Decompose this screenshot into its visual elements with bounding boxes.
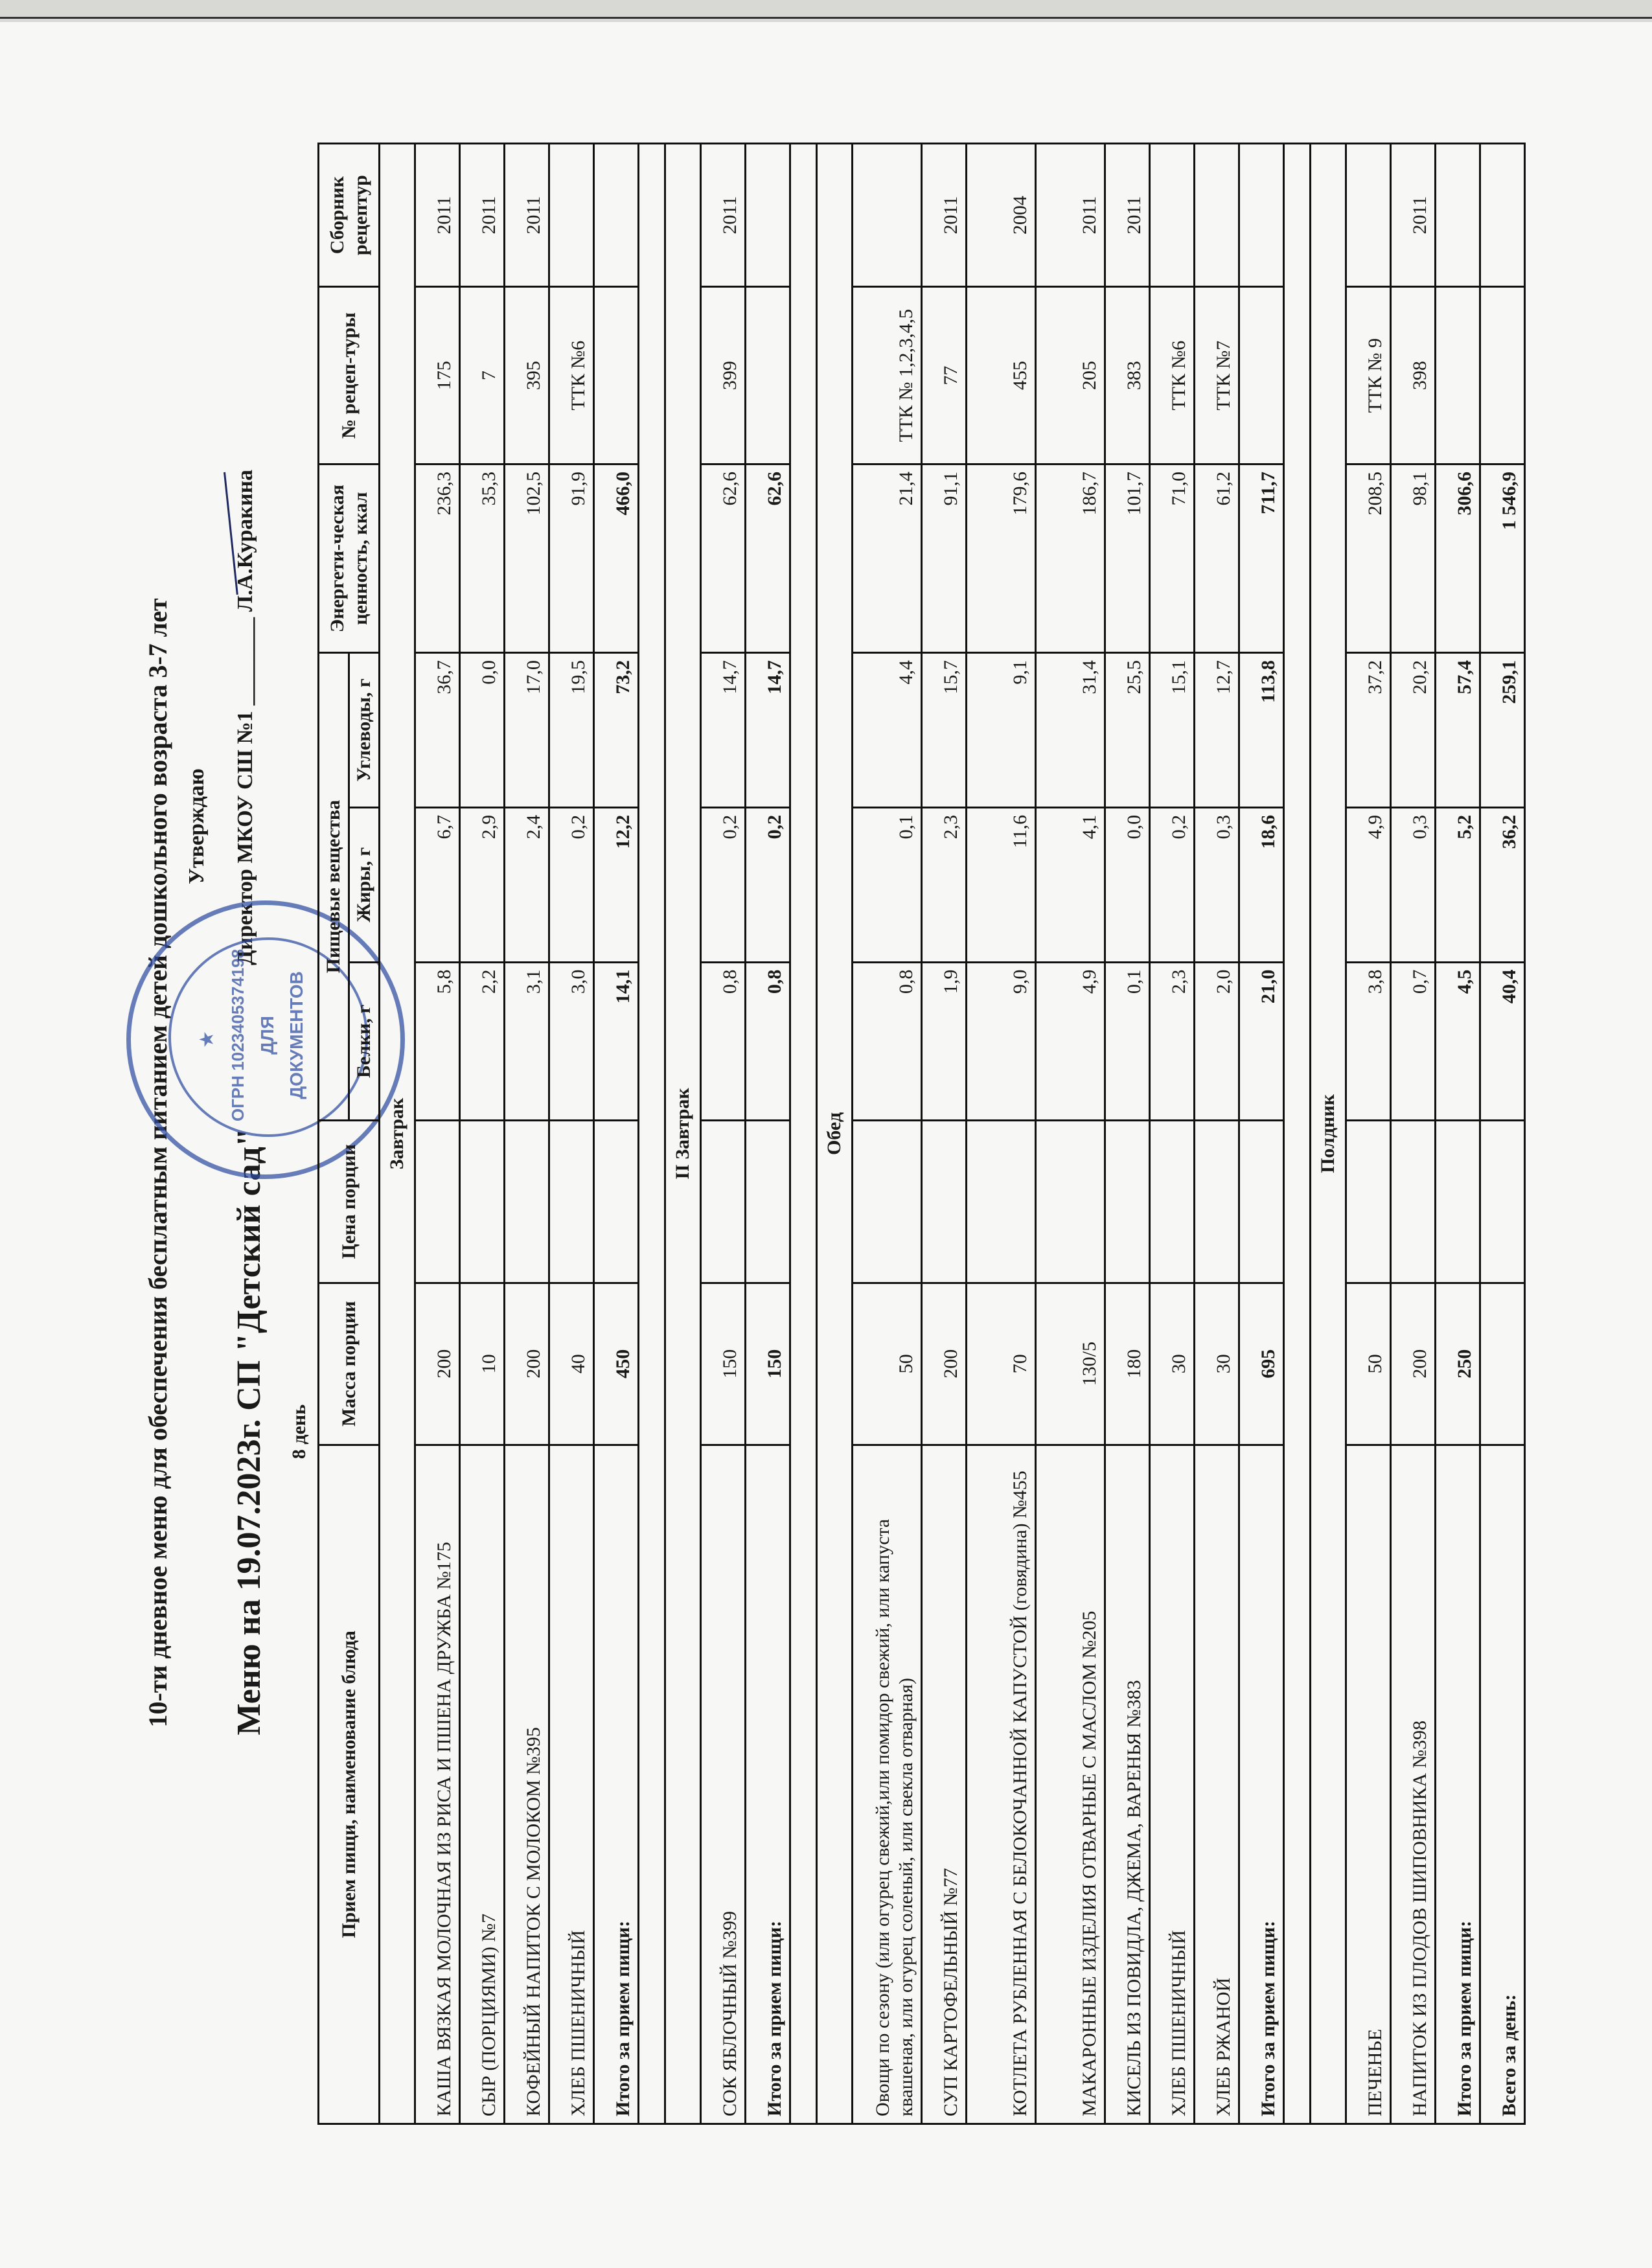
total-energy: 711,7 (1239, 464, 1284, 652)
cell-price (922, 1121, 967, 1283)
cell-price (701, 1121, 746, 1283)
cell-protein: 0,8 (853, 962, 922, 1121)
cell-collection (1150, 144, 1195, 287)
meal-total-row (1436, 144, 1480, 2124)
cell-name: КОТЛЕТА РУБЛЕННАЯ С БЕЛОКОЧАННОЙ КАПУСТОЙ (говядина) №455 (967, 1445, 1036, 2124)
cell-fat: 0,3 (1195, 807, 1239, 962)
total-price (1239, 1121, 1284, 1283)
total-protein: 0,8 (746, 962, 790, 1121)
cell-protein: 5,8 (415, 962, 460, 1121)
cell-price (460, 1121, 505, 1283)
cell-price (853, 1121, 922, 1283)
cell-protein: 4,9 (1036, 962, 1105, 1121)
grand-energy: 1 546,9 (1480, 464, 1525, 652)
cell-fat: 0,2 (1150, 807, 1195, 962)
cell-fat: 0,1 (853, 807, 922, 962)
cell-energy: 236,3 (415, 464, 460, 652)
cell-protein: 3,8 (1346, 962, 1391, 1121)
cell-name: СУП КАРТОФЕЛЬНЫЙ №77 (922, 1445, 967, 2124)
cell-carbs: 4,4 (853, 653, 922, 808)
table-row (1036, 144, 1105, 2124)
cell-mass: 200 (1391, 1283, 1436, 1445)
cell-name: КОФЕЙНЫЙ НАПИТОК С МОЛОКОМ №395 (505, 1445, 549, 2124)
cell-collection: 2011 (1036, 144, 1105, 287)
cell-protein: 2,2 (460, 962, 505, 1121)
cell-energy: 186,7 (1036, 464, 1105, 652)
col-energy-header: Энергети-ческая ценность, ккал (319, 464, 380, 652)
cell-mass: 130/5 (1036, 1283, 1105, 1445)
cell-protein: 0,8 (701, 962, 746, 1121)
director-line: Директор МКОУ СШ №1 ________ Л.А.Куракина (233, 469, 257, 965)
spacer-cell (1284, 144, 1311, 2124)
total-collection (594, 144, 639, 287)
cell-name: Овощи по сезону (или огурец свежий,или помидор свежий, или капуста квашеная, или огурец соленый, или свекла отварная) (853, 1445, 922, 2124)
cell-carbs: 17,0 (505, 653, 549, 808)
total-price (1436, 1121, 1480, 1283)
cell-recipe: ТТК №6 (1150, 287, 1195, 464)
total-energy: 306,6 (1436, 464, 1480, 652)
total-price (594, 1121, 639, 1283)
meal-title: Завтрак (380, 144, 415, 2124)
cell-protein: 3,1 (505, 962, 549, 1121)
meal-section-row (1311, 144, 1346, 2124)
approval-label: Утверждаю (185, 768, 209, 884)
cell-recipe: ТТК № 1,2,3,4,5 (853, 287, 922, 464)
grand-total-row (1480, 144, 1525, 2124)
total-energy: 62,6 (746, 464, 790, 652)
cell-energy: 91,9 (549, 464, 594, 652)
cell-mass: 10 (460, 1283, 505, 1445)
meal-total-row (1239, 144, 1284, 2124)
table-row (1391, 144, 1436, 2124)
total-carbs: 73,2 (594, 653, 639, 808)
cell-price (505, 1121, 549, 1283)
cell-price (1346, 1121, 1391, 1283)
grand-collection (1480, 144, 1525, 287)
cell-carbs: 20,2 (1391, 653, 1436, 808)
rotated-page (123, 6, 1652, 2144)
total-recipe (594, 287, 639, 464)
table-header (319, 144, 380, 2124)
col-nutrients-header: Пищевые вещества (319, 653, 349, 1121)
table-body (380, 144, 1525, 2124)
cell-energy: 71,0 (1150, 464, 1195, 652)
cell-name: ПЕЧЕНЬЕ (1346, 1445, 1391, 2124)
cell-mass: 40 (549, 1283, 594, 1445)
cell-recipe: ТТК №6 (549, 287, 594, 464)
cell-collection: 2011 (701, 144, 746, 287)
total-recipe (1239, 287, 1284, 464)
cell-energy: 101,7 (1105, 464, 1150, 652)
spacer-row (790, 144, 817, 2124)
grand-fat: 36,2 (1480, 807, 1525, 962)
document-title: 10-ти дневное меню для обеспечения бесплатным питанием детей дошкольного возраста 3-7 лет (143, 598, 172, 1728)
cell-price (1036, 1121, 1105, 1283)
cell-collection (549, 144, 594, 287)
cell-energy: 91,1 (922, 464, 967, 652)
cell-collection: 2004 (967, 144, 1036, 287)
cell-fat: 0,2 (549, 807, 594, 962)
col-mass-header: Масса порции (319, 1283, 380, 1445)
total-energy: 466,0 (594, 464, 639, 652)
cell-carbs: 0,0 (460, 653, 505, 808)
total-collection (1436, 144, 1480, 287)
cell-name: ХЛЕБ ПШЕНИЧНЫЙ (1150, 1445, 1195, 2124)
cell-carbs: 9,1 (967, 653, 1036, 808)
total-name: Итого за прием пищи: (746, 1445, 790, 2124)
col-protein-header: Белки, г (349, 962, 380, 1121)
meal-title: Обед (817, 144, 853, 2124)
cell-energy: 102,5 (505, 464, 549, 652)
cell-recipe: 399 (701, 287, 746, 464)
grand-recipe (1480, 287, 1525, 464)
cell-name: МАКАРОННЫЕ ИЗДЕЛИЯ ОТВАРНЫЕ С МАСЛОМ №205 (1036, 1445, 1105, 2124)
spacer-row (639, 144, 665, 2124)
meal-section-row (817, 144, 853, 2124)
table-row (967, 144, 1036, 2124)
cell-mass: 30 (1150, 1283, 1195, 1445)
table-row (1195, 144, 1239, 2124)
total-name: Итого за прием пищи: (594, 1445, 639, 2124)
cell-fat: 2,3 (922, 807, 967, 962)
total-recipe (1436, 287, 1480, 464)
col-price-header: Цена порции (319, 1121, 380, 1283)
table-row (549, 144, 594, 2124)
table-row (1346, 144, 1391, 2124)
grand-name: Всего за день: (1480, 1445, 1525, 2124)
total-name: Итого за прием пищи: (1436, 1445, 1480, 2124)
cell-price (1105, 1121, 1150, 1283)
stamp-star-icon: ★ (196, 1031, 218, 1048)
table-row (1150, 144, 1195, 2124)
total-carbs: 14,7 (746, 653, 790, 808)
cell-price (967, 1121, 1036, 1283)
total-price (746, 1121, 790, 1283)
table-row (505, 144, 549, 2124)
cell-collection (1346, 144, 1391, 287)
meal-title: II Завтрак (665, 144, 701, 2124)
total-collection (1239, 144, 1284, 287)
cell-carbs: 37,2 (1346, 653, 1391, 808)
cell-fat: 4,1 (1036, 807, 1105, 962)
cell-protein: 1,9 (922, 962, 967, 1121)
cell-price (1150, 1121, 1195, 1283)
cell-recipe: 7 (460, 287, 505, 464)
table-row (922, 144, 967, 2124)
total-name: Итого за прием пищи: (1239, 1445, 1284, 2124)
meal-section-row (665, 144, 701, 2124)
table-row (701, 144, 746, 2124)
cell-recipe: 175 (415, 287, 460, 464)
meal-section-row (380, 144, 415, 2124)
cell-collection: 2011 (922, 144, 967, 287)
total-fat: 12,2 (594, 807, 639, 962)
cell-collection: 2011 (1105, 144, 1150, 287)
cell-energy: 179,6 (967, 464, 1036, 652)
total-fat: 18,6 (1239, 807, 1284, 962)
cell-carbs: 12,7 (1195, 653, 1239, 808)
cell-carbs: 14,7 (701, 653, 746, 808)
spacer-row (1284, 144, 1311, 2124)
col-fat-header: Жиры, г (349, 807, 380, 962)
grand-mass (1480, 1283, 1525, 1445)
day-label: 8 день (288, 1404, 310, 1460)
cell-fat: 0,0 (1105, 807, 1150, 962)
total-recipe (746, 287, 790, 464)
cell-recipe: 77 (922, 287, 967, 464)
col-collection-header: Сборник рецептур (319, 144, 380, 287)
cell-name: СОК ЯБЛОЧНЫЙ №399 (701, 1445, 746, 2124)
cell-recipe: 455 (967, 287, 1036, 464)
total-mass: 150 (746, 1283, 790, 1445)
cell-mass: 200 (415, 1283, 460, 1445)
total-collection (746, 144, 790, 287)
total-mass: 250 (1436, 1283, 1480, 1445)
table-row (853, 144, 922, 2124)
col-recipe-header: № рецеп-туры (319, 287, 380, 464)
cell-recipe: ТТК № 9 (1346, 287, 1391, 464)
cell-energy: 62,6 (701, 464, 746, 652)
cell-carbs: 15,7 (922, 653, 967, 808)
cell-protein: 3,0 (549, 962, 594, 1121)
cell-fat: 11,6 (967, 807, 1036, 962)
grand-protein: 40,4 (1480, 962, 1525, 1121)
stamp-text-1: ДЛЯ (257, 1016, 277, 1055)
table-row (415, 144, 460, 2124)
meal-title: Полдник (1311, 144, 1346, 2124)
table-row (1105, 144, 1150, 2124)
cell-name: СЫР (ПОРЦИЯМИ) №7 (460, 1445, 505, 2124)
cell-recipe: 383 (1105, 287, 1150, 464)
meal-total-row (594, 144, 639, 2124)
cell-energy: 61,2 (1195, 464, 1239, 652)
cell-mass: 150 (701, 1283, 746, 1445)
cell-recipe: 205 (1036, 287, 1105, 464)
cell-mass: 200 (922, 1283, 967, 1445)
total-mass: 695 (1239, 1283, 1284, 1445)
cell-recipe: ТТК №7 (1195, 287, 1239, 464)
cell-protein: 0,7 (1391, 962, 1436, 1121)
cell-recipe: 395 (505, 287, 549, 464)
cell-mass: 30 (1195, 1283, 1239, 1445)
cell-protein: 0,1 (1105, 962, 1150, 1121)
table-row (460, 144, 505, 2124)
col-carbs-header: Углеводы, г (349, 653, 380, 808)
menu-title: Меню на 19.07.2023г. СП "Детский сад" (231, 1128, 268, 1735)
cell-protein: 9,0 (967, 962, 1036, 1121)
total-protein: 14,1 (594, 962, 639, 1121)
cell-fat: 4,9 (1346, 807, 1391, 962)
meal-total-row (746, 144, 790, 2124)
total-carbs: 113,8 (1239, 653, 1284, 808)
total-fat: 5,2 (1436, 807, 1480, 962)
cell-protein: 2,3 (1150, 962, 1195, 1121)
cell-collection (853, 144, 922, 287)
cell-collection: 2011 (460, 144, 505, 287)
cell-name: НАПИТОК ИЗ ПЛОДОВ ШИПОВНИКА №398 (1391, 1445, 1436, 2124)
cell-energy: 98,1 (1391, 464, 1436, 652)
col-name-header: Прием пищи, наименование блюда (319, 1445, 380, 2124)
cell-carbs: 31,4 (1036, 653, 1105, 808)
cell-name: КИСЕЛЬ ИЗ ПОВИДЛА, ДЖЕМА, ВАРЕНЬЯ №383 (1105, 1445, 1150, 2124)
spacer-cell (639, 144, 665, 2124)
cell-name: КАША ВЯЗКАЯ МОЛОЧНАЯ ИЗ РИСА И ПШЕНА ДРУЖБА №175 (415, 1445, 460, 2124)
cell-collection: 2011 (1391, 144, 1436, 287)
total-carbs: 57,4 (1436, 653, 1480, 808)
cell-mass: 50 (1346, 1283, 1391, 1445)
cell-mass: 200 (505, 1283, 549, 1445)
cell-collection: 2011 (415, 144, 460, 287)
cell-fat: 0,3 (1391, 807, 1436, 962)
cell-fat: 0,2 (701, 807, 746, 962)
cell-fat: 2,9 (460, 807, 505, 962)
total-fat: 0,2 (746, 807, 790, 962)
cell-mass: 180 (1105, 1283, 1150, 1445)
cell-fat: 6,7 (415, 807, 460, 962)
cell-carbs: 25,5 (1105, 653, 1150, 808)
cell-carbs: 15,1 (1150, 653, 1195, 808)
cell-price (549, 1121, 594, 1283)
cell-carbs: 36,7 (415, 653, 460, 808)
cell-collection: 2011 (505, 144, 549, 287)
cell-price (1195, 1121, 1239, 1283)
total-mass: 450 (594, 1283, 639, 1445)
spacer-cell (790, 144, 817, 2124)
cell-price (415, 1121, 460, 1283)
cell-recipe: 398 (1391, 287, 1436, 464)
grand-price (1480, 1121, 1525, 1283)
cell-protein: 2,0 (1195, 962, 1239, 1121)
stamp-text-2: ДОКУМЕНТОВ (286, 971, 306, 1099)
cell-mass: 50 (853, 1283, 922, 1445)
total-protein: 21,0 (1239, 962, 1284, 1121)
cell-fat: 2,4 (505, 807, 549, 962)
total-protein: 4,5 (1436, 962, 1480, 1121)
stamp-ogrn: ОГРН 1023405374198 (228, 948, 247, 1122)
cell-carbs: 19,5 (549, 653, 594, 808)
cell-mass: 70 (967, 1283, 1036, 1445)
menu-table (317, 143, 1526, 2125)
cell-energy: 35,3 (460, 464, 505, 652)
cell-collection (1195, 144, 1239, 287)
cell-energy: 21,4 (853, 464, 922, 652)
cell-price (1391, 1121, 1436, 1283)
grand-carbs: 259,1 (1480, 653, 1525, 808)
cell-name: ХЛЕБ РЖАНОЙ (1195, 1445, 1239, 2124)
cell-energy: 208,5 (1346, 464, 1391, 652)
cell-name: ХЛЕБ ПШЕНИЧНЫЙ (549, 1445, 594, 2124)
